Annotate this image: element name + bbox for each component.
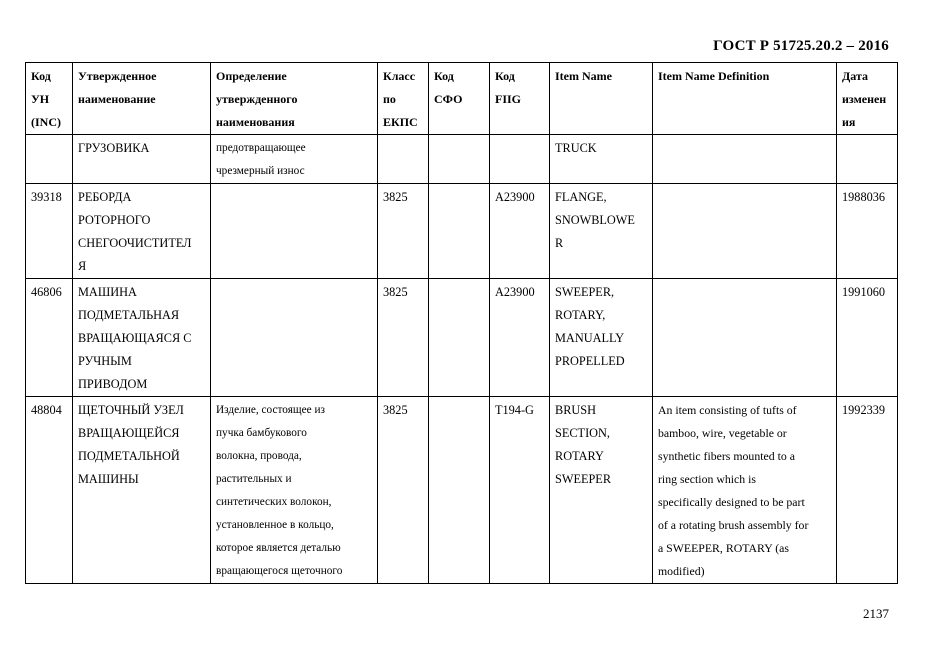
cell-line: МАШИНА [78,285,137,299]
cell-line: растительных и [216,473,292,485]
table-body [26,135,898,584]
sfo-cell [429,397,490,584]
cell-line: ВРАЩАЮЩАЯСЯ С [78,331,192,345]
cell-line: modified) [658,564,705,578]
item-definition-cell [653,135,837,184]
header-line: Утвержденное [78,69,157,83]
definition-cell [211,184,378,279]
class-cell: 3825 [378,184,429,279]
table-row [26,279,898,397]
header-row [26,63,898,135]
header-line: УН [31,92,50,106]
cell-line: ПОДМЕТАЛЬНОЙ [78,449,180,463]
item-name-cell [550,397,653,584]
cell-line: SNOWBLOWE [555,213,635,227]
header-line: Дата [842,69,868,83]
cell-line: СНЕГООЧИСТИТЕЛ [78,236,192,250]
fiig-cell: T194-G [490,397,550,584]
sfo-cell [429,184,490,279]
header-line: утвержденного [216,92,298,106]
definition-cell [211,279,378,397]
page-number: 2137 [863,606,889,621]
fiig-cell: A23900 [490,279,550,397]
inc-cell: 46806 [26,279,73,397]
header-line: ЕКПС [383,115,418,129]
catalog-table [25,62,898,584]
item-definition-cell [653,397,837,584]
header-col-item-name [550,63,653,135]
cell-line: synthetic fibers mounted to a [658,449,795,463]
cell-line: чрезмерный износ [216,165,305,177]
header-col-fiig [490,63,550,135]
header-line: Класс [383,69,416,83]
cell-line: МАШИНЫ [78,472,139,486]
header-line: (INC) [31,115,61,129]
header-line: Определение [216,69,287,83]
cell-line: ВРАЩАЮЩЕЙСЯ [78,426,180,440]
inc-cell: 48804 [26,397,73,584]
name-cell [73,279,211,397]
item-name-cell [550,135,653,184]
class-cell [378,135,429,184]
cell-line: ГРУЗОВИКА [78,141,150,155]
date-cell: 1991060 [837,279,898,397]
fiig-cell [490,135,550,184]
definition-cell [211,397,378,584]
header-line: по [383,92,396,106]
header-col-inc [26,63,73,135]
cell-line: ЩЕТОЧНЫЙ УЗЕЛ [78,403,184,417]
header-col-item-def [653,63,837,135]
header-line: СФО [434,92,463,106]
cell-line: ПОДМЕТАЛЬНАЯ [78,308,180,322]
cell-line: РЕБОРДА [78,190,132,204]
fiig-cell: A23900 [490,184,550,279]
cell-line: R [555,236,564,250]
cell-line: синтетических волокон, [216,496,332,508]
class-cell: 3825 [378,397,429,584]
header-line: изменен [842,92,887,106]
cell-line: Я [78,259,87,273]
cell-line: MANUALLY [555,331,625,345]
header-line: Код [495,69,515,83]
cell-line: An item consisting of tufts of [658,403,797,417]
header-col-date [837,63,898,135]
item-name-cell [550,184,653,279]
document-number: ГОСТ Р 51725.20.2 – 2016 [713,38,889,54]
cell-line: РОТОРНОГО [78,213,151,227]
cell-line: РУЧНЫМ [78,354,132,368]
cell-line: ROTARY [555,449,604,463]
item-name-cell [550,279,653,397]
header-line: наименования [216,115,295,129]
item-definition-cell [653,184,837,279]
cell-line: specifically designed to be part [658,495,805,509]
definition-cell [211,135,378,184]
cell-line: bamboo, wire, vegetable or [658,426,787,440]
cell-line: PROPELLED [555,354,625,368]
header-line: Код [31,69,51,83]
cell-line: SWEEPER [555,472,612,486]
cell-line: пучка бамбукового [216,427,307,439]
inc-cell [26,135,73,184]
header-col-definition [211,63,378,135]
header-line: FIIG [495,92,522,106]
header-col-sfo [429,63,490,135]
cell-line: FLANGE, [555,190,607,204]
item-definition-cell [653,279,837,397]
date-cell: 1992339 [837,397,898,584]
cell-line: ring section which is [658,472,756,486]
cell-line: SWEEPER, [555,285,615,299]
cell-line: предотвращающее [216,142,306,154]
sfo-cell [429,279,490,397]
table-row [26,184,898,279]
cell-line: вращающегося щеточного [216,565,343,577]
class-cell: 3825 [378,279,429,397]
cell-line: установленное в кольцо, [216,519,334,531]
cell-line: SECTION, [555,426,610,440]
header-line: наименование [78,92,156,106]
name-cell [73,397,211,584]
header-line: Item Name Definition [658,69,770,83]
header-col-name [73,63,211,135]
date-cell [837,135,898,184]
cell-line: волокна, провода, [216,450,302,462]
table-row [26,397,898,584]
cell-line: которое является деталью [216,542,341,554]
header-line: Item Name [555,69,612,83]
name-cell [73,135,211,184]
date-cell: 1988036 [837,184,898,279]
header-line: Код [434,69,454,83]
cell-line: TRUCK [555,141,597,155]
cell-line: ПРИВОДОМ [78,377,148,391]
header-col-class [378,63,429,135]
cell-line: a SWEEPER, ROTARY (as [658,541,789,555]
header-line: ия [842,115,856,129]
cell-line: Изделие, состоящее из [216,404,325,416]
table-row [26,135,898,184]
cell-line: ROTARY, [555,308,606,322]
cell-line: of a rotating brush assembly for [658,518,809,532]
inc-cell: 39318 [26,184,73,279]
cell-line: BRUSH [555,403,597,417]
sfo-cell [429,135,490,184]
name-cell [73,184,211,279]
